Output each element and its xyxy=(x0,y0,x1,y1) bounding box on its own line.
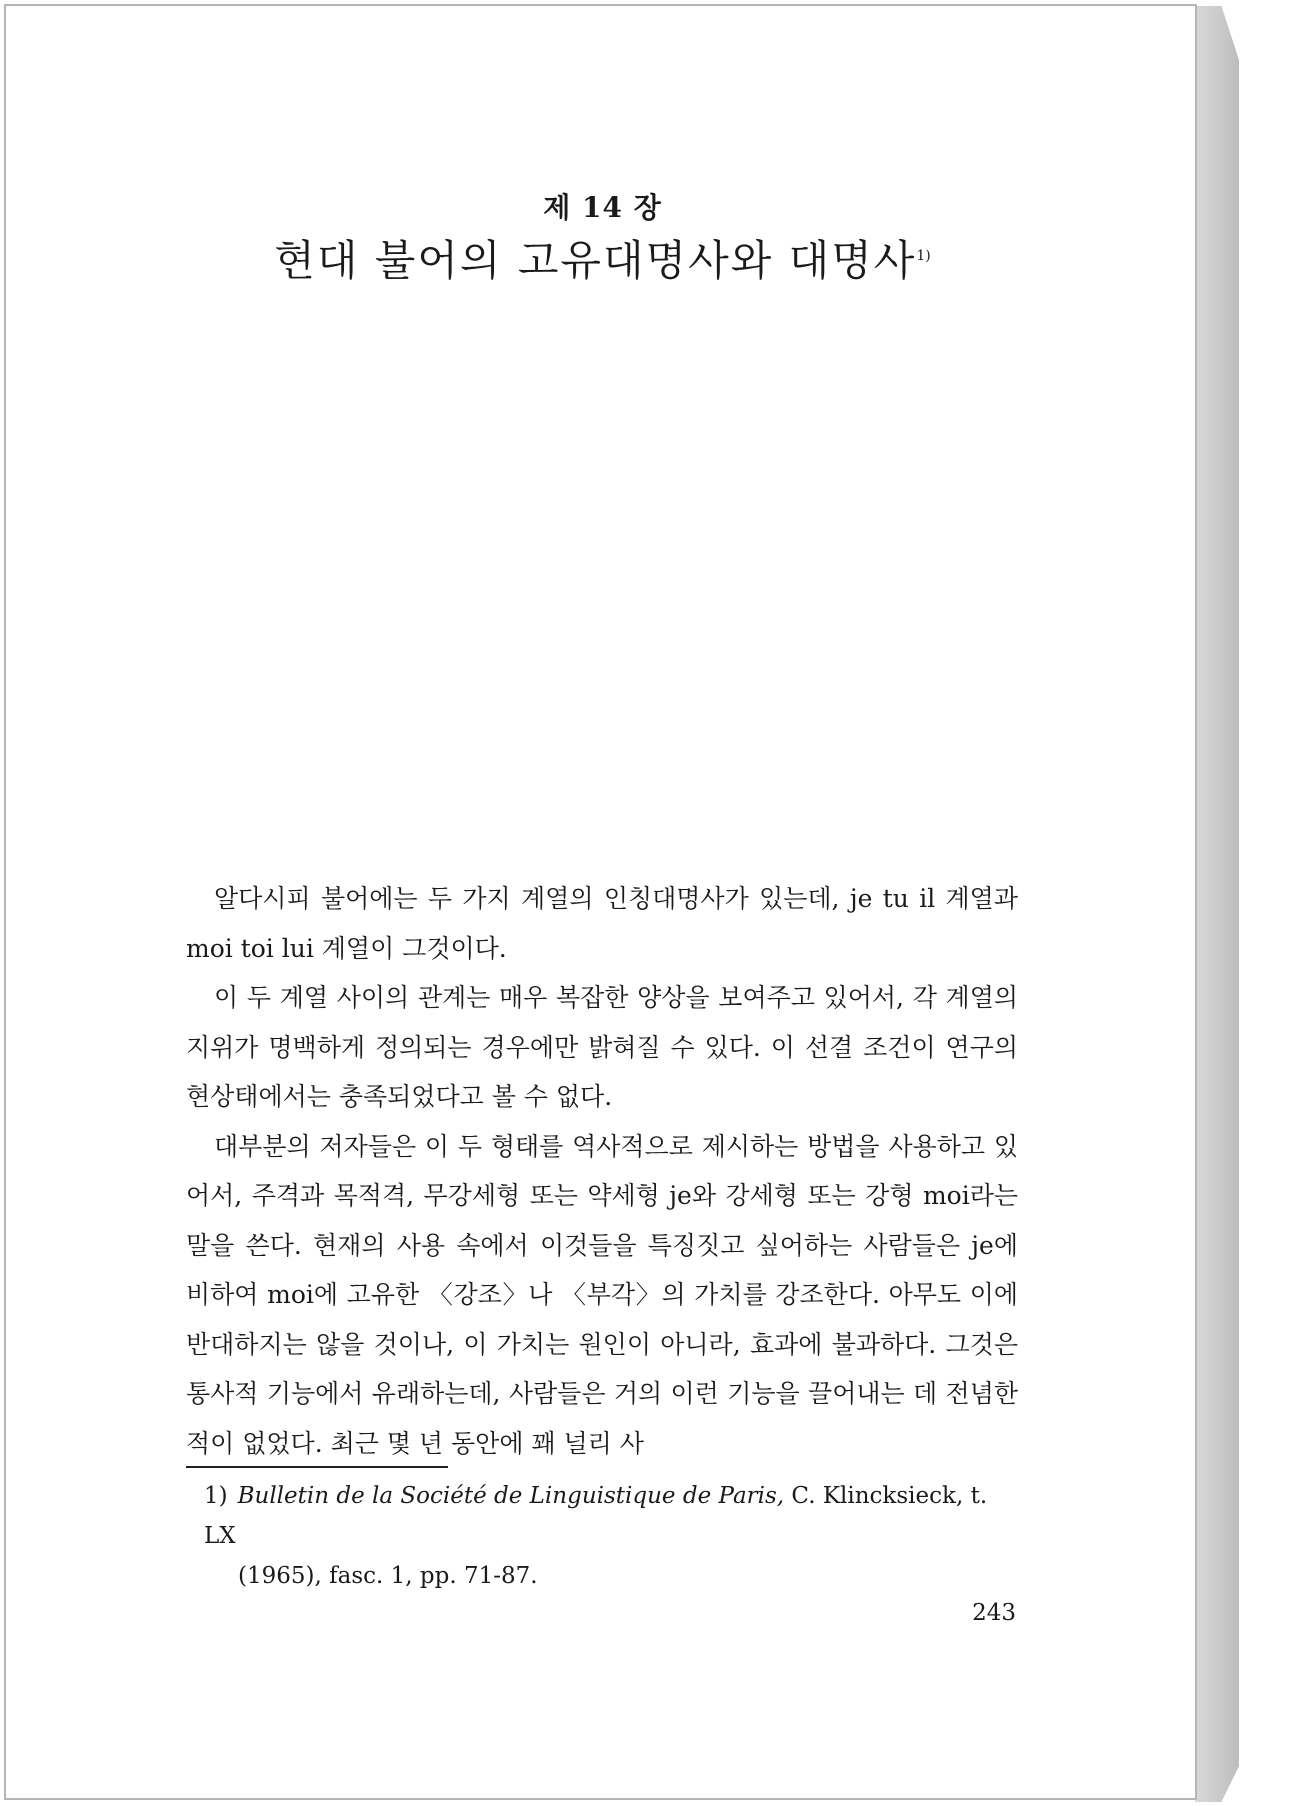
paragraph: 이 두 계열 사이의 관계는 매우 복잡한 양상을 보여주고 있어서, 각 계열의 지위가 명백하게 정의되는 경우에만 밝혀질 수 있다. 이 선결 조건이 연구의 현상태에서는 충족되었다고 볼 수 없다. xyxy=(186,983,1018,1111)
footnote-reference: 1) xyxy=(916,248,931,264)
paragraph: 알다시피 불어에는 두 가지 계열의 인칭대명사가 있는데, je tu il 계열과 moi toi lui 계열이 그것이다. xyxy=(186,884,1018,963)
footnote-journal-title: Bulletin de la Société de Linguistique de Paris, xyxy=(237,1483,785,1509)
chapter-title xyxy=(6,228,1199,288)
book-page xyxy=(4,4,1197,1800)
footnote-number: 1) xyxy=(204,1483,228,1509)
paragraph: 대부분의 저자들은 이 두 형태를 역사적으로 제시하는 방법을 사용하고 있어서, 주격과 목적격, 무강세형 또는 약세형 je와 강세형 또는 강형 moi라는 말을 쓴다. 현재의 사용 속에서 이것들을 특징짓고 싶어하는 사람들은 je에 비하여 moi에 고유한 〈강조〉나 〈부각〉의 가치를 강조한다. 아무도 이에 반대하지는 않을 것이나, 이 가치는 원인이 아니라, 효과에 불과하다. 그것은 통사적 기능에서 유래하는데, 사람들은 거의 이런 기능을 끌어내는 데 전념한 적이 없었다. 최근 몇 년 동안에 꽤 널리 사 xyxy=(186,1131,1018,1458)
footnote xyxy=(204,1476,1024,1596)
page-number: 243 xyxy=(972,1600,1016,1626)
footnote-divider xyxy=(186,1466,448,1468)
footnote-publisher: C. Klincksieck, t. LX xyxy=(204,1483,988,1549)
body-text xyxy=(186,874,1018,1468)
chapter-label: 제 14 장 xyxy=(543,191,662,224)
footnote-citation-details: (1965), fasc. 1, pp. 71-87. xyxy=(238,1563,538,1589)
page-edge-shadow xyxy=(1195,6,1239,1802)
chapter-title-text: 현대 불어의 고유대명사와 대명사 xyxy=(274,236,917,285)
